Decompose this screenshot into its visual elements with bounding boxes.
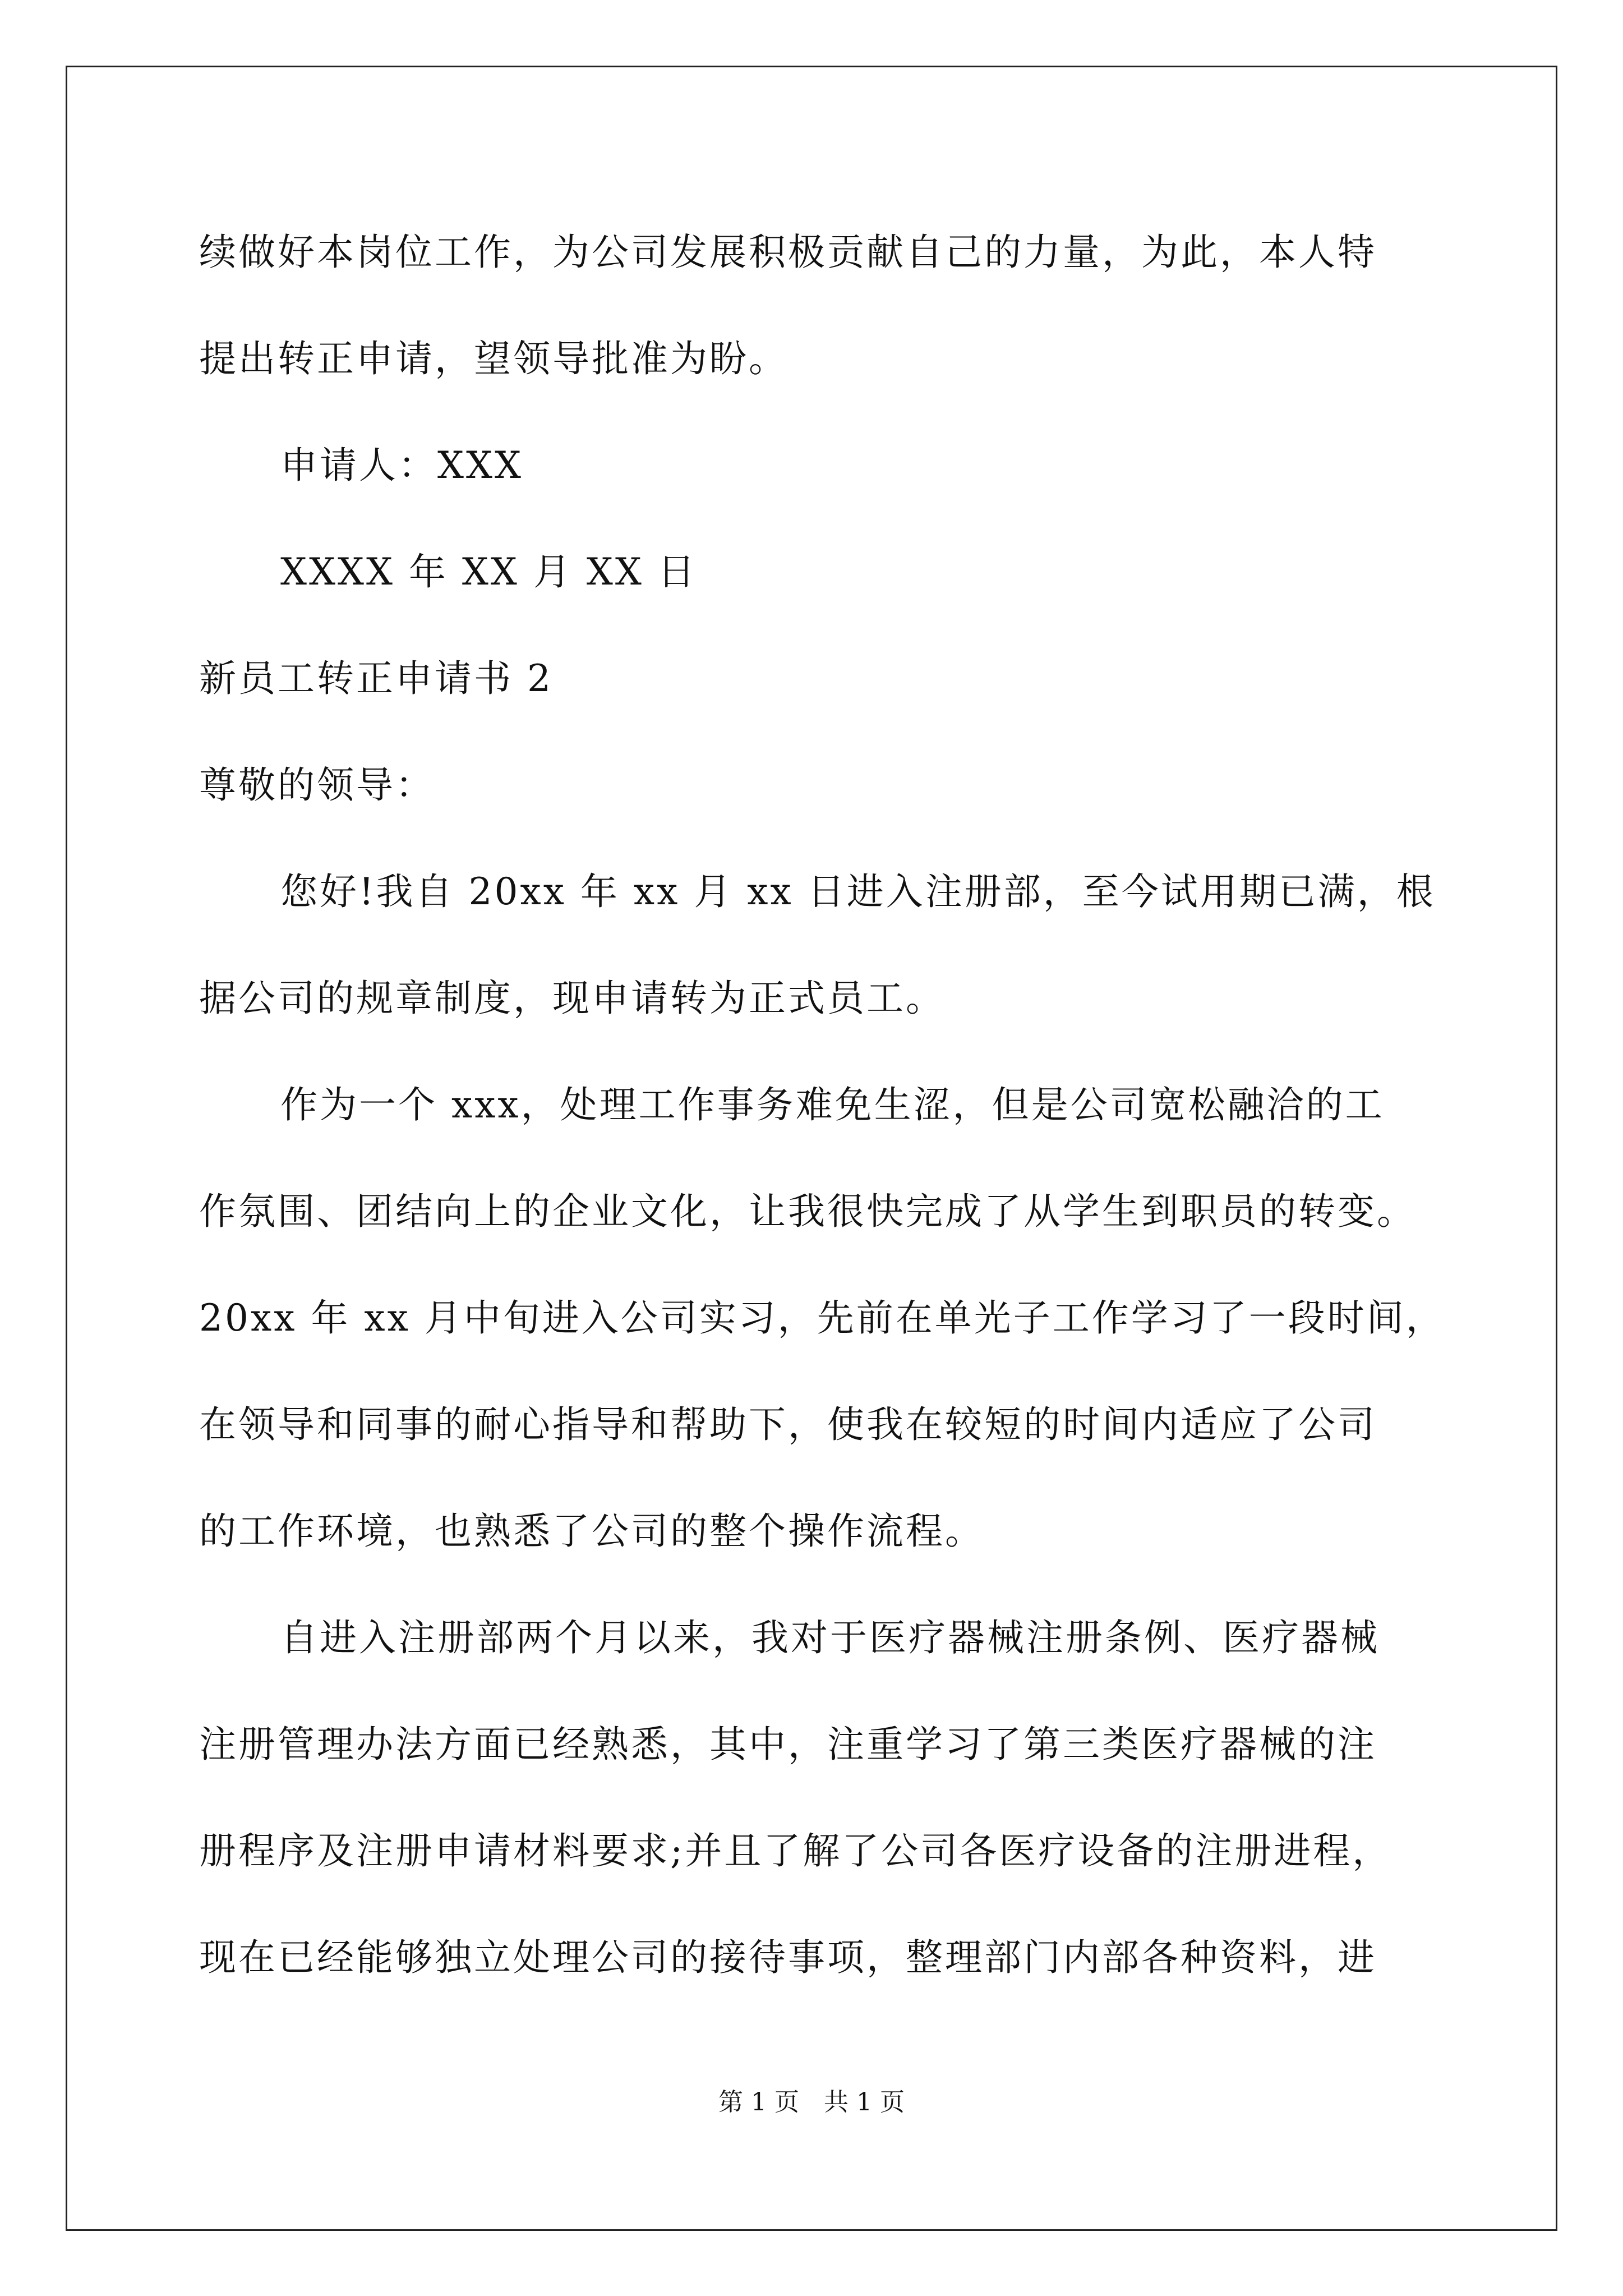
- date-line: XXXX 年 XX 月 XX 日: [280, 550, 697, 593]
- text-line-15: 注册管理办法方面已经熟悉，其中，注重学习了第三类医疗器械的注: [199, 1723, 1377, 1766]
- text-line-11: 20xx 年 xx 月中旬进入公司实习，先前在单光子工作学习了一段时间，: [199, 1296, 1445, 1340]
- text-line-9: 作为一个 xxx，处理工作事务难免生涩，但是公司宽松融洽的工: [280, 1083, 1385, 1126]
- section-title: 新员工转正申请书 2: [199, 657, 553, 700]
- salutation: 尊敬的领导：: [199, 763, 435, 807]
- text-line-16: 册程序及注册申请材料要求;并且了解了公司各医疗设备的注册进程，: [199, 1829, 1392, 1872]
- text-line-8: 据公司的规章制度，现申请转为正式员工。: [199, 977, 945, 1020]
- text-line-7: 您好!我自 20xx 年 xx 月 xx 日进入注册部，至今试用期已满，根: [280, 870, 1436, 913]
- page-number-footer: 第 1 页 共 1 页: [718, 2088, 905, 2116]
- text-line-12: 在领导和同事的耐心指导和帮助下，使我在较短的时间内适应了公司: [199, 1403, 1377, 1446]
- text-line-10: 作氛围、团结向上的企业文化，让我很快完成了从学生到职员的转变。: [199, 1190, 1416, 1233]
- page-border: [66, 66, 1557, 2231]
- applicant-line: 申请人：XXX: [280, 444, 523, 487]
- text-line-17: 现在已经能够独立处理公司的接待事项，整理部门内部各种资料，进: [199, 1936, 1377, 1979]
- text-line-2: 提出转正申请，望领导批准为盼。: [199, 337, 788, 380]
- text-line-14: 自进入注册部两个月以来，我对于医疗器械注册条例、医疗器械: [280, 1616, 1380, 1659]
- text-line-13: 的工作环境，也熟悉了公司的整个操作流程。: [199, 1510, 984, 1553]
- text-line-1: 续做好本岗位工作，为公司发展积极贡献自己的力量，为此，本人特: [199, 231, 1377, 274]
